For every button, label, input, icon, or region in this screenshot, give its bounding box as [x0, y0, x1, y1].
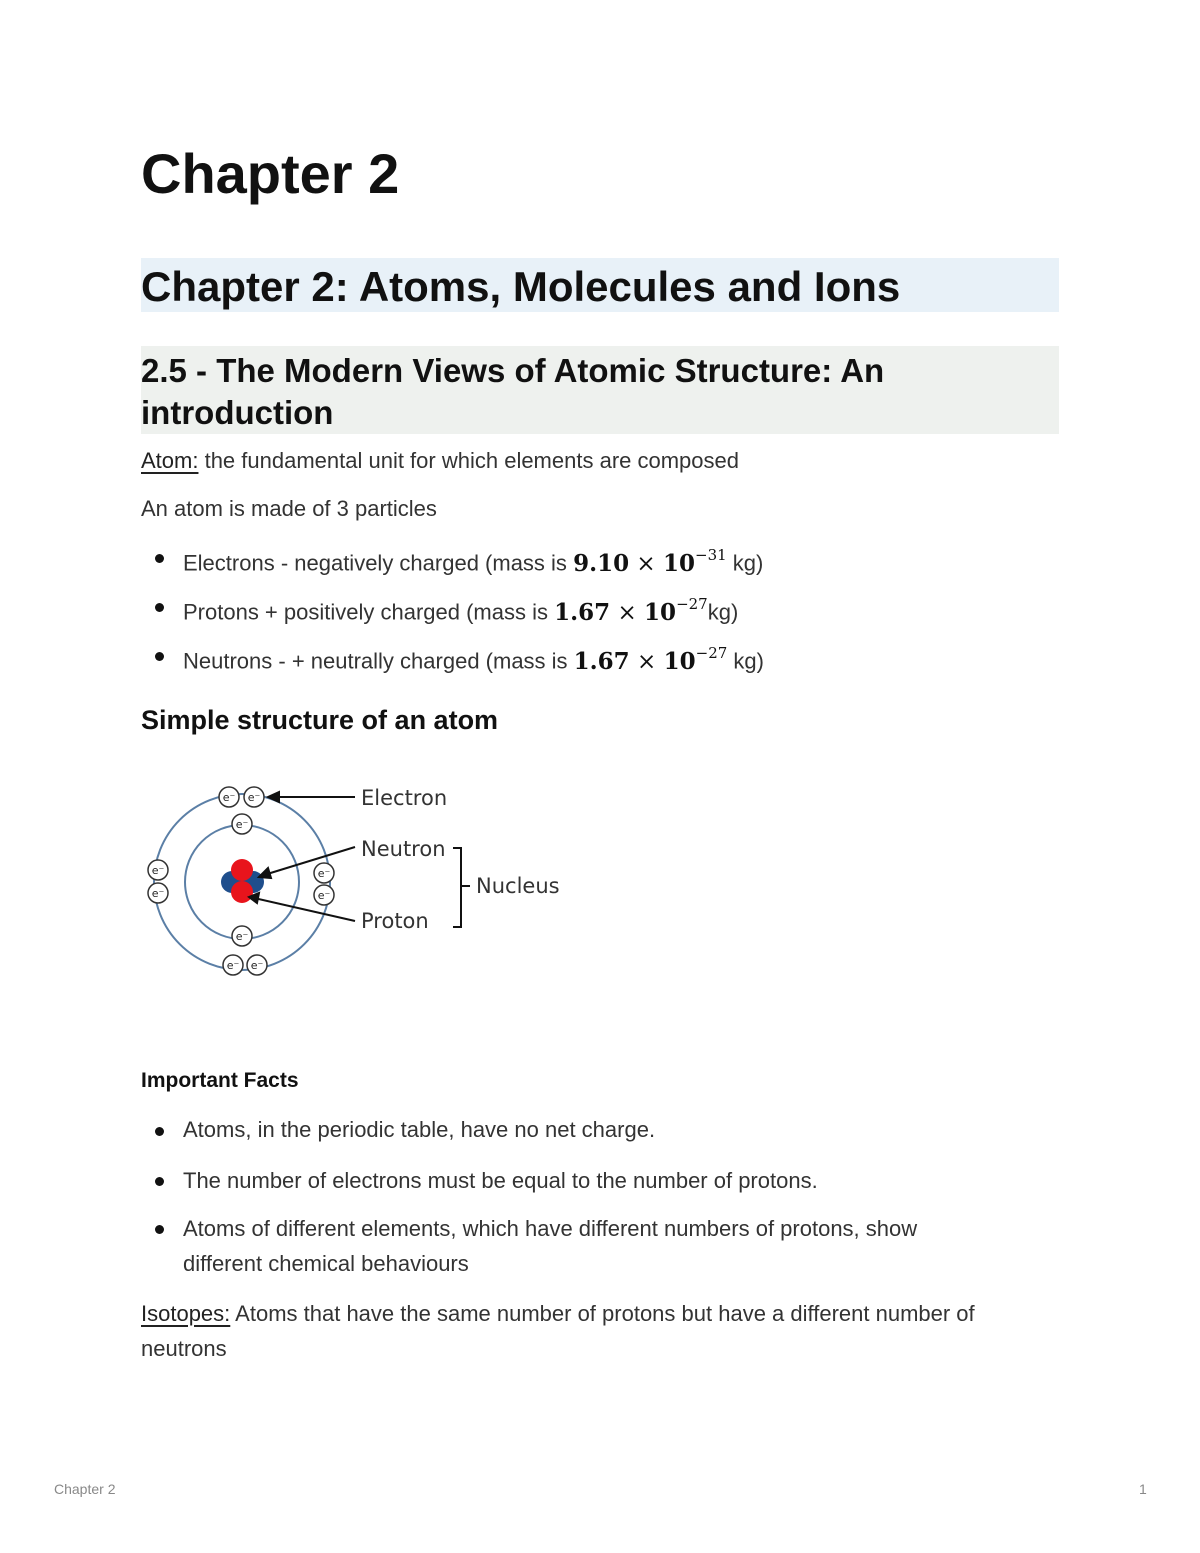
proton-label: Proton	[361, 909, 429, 933]
document-title: Chapter 2	[141, 142, 400, 205]
particle-item-electrons	[183, 539, 763, 582]
bullet-dot	[155, 1225, 164, 1234]
isotopes-definition	[141, 1296, 975, 1332]
mass-formula: $1.67 \times 10^{-27}$	[554, 595, 708, 626]
structure-heading: Simple structure of an atom	[141, 705, 499, 735]
electron-symbol: e⁻	[151, 864, 165, 877]
proton-arrow	[254, 898, 355, 921]
particle-text: Protons + positively charged (mass is	[183, 599, 555, 625]
electron-symbol: e⁻	[235, 930, 249, 943]
particles-intro: An atom is made of 3 particles	[141, 496, 437, 521]
mass-unit: kg)	[727, 648, 764, 674]
mass-unit: kg)	[726, 550, 764, 576]
page-number: 1	[1139, 1481, 1147, 1497]
mass-formula: $9.10 \times 10^{-31}$	[573, 546, 727, 577]
section-heading: 2.5 - The Modern Views of Atomic Structure: An introduction	[141, 352, 885, 431]
chapter-heading-block	[141, 258, 1059, 312]
electron-symbol: e⁻	[151, 887, 165, 900]
bullet-dot	[155, 603, 164, 612]
particle-item-protons	[183, 588, 738, 631]
electron-symbol: e⁻	[222, 791, 236, 804]
neutron-label: Neutron	[361, 837, 446, 861]
electron-symbol: e⁻	[317, 889, 331, 902]
electron-symbol: e⁻	[317, 867, 331, 880]
particle-text: Electrons - negatively charged (mass is	[183, 550, 574, 576]
proton	[231, 859, 253, 881]
fact-item: Atoms, in the periodic table, have no net charge.	[183, 1117, 656, 1142]
isotopes-term: Isotopes:	[141, 1301, 231, 1326]
atom-term: Atom:	[141, 448, 199, 473]
atom-definition	[141, 443, 739, 479]
bullet-dot	[155, 554, 164, 563]
mass-formula: $1.67 \times 10^{-27}$	[573, 644, 728, 675]
particle-item-neutrons	[183, 637, 764, 680]
atom-definition-text: the fundamental unit for which elements are composed	[198, 448, 739, 473]
bullet-dot	[155, 1177, 164, 1186]
bullet-dot	[155, 1127, 164, 1136]
section-heading-block	[141, 346, 1059, 434]
isotopes-definition-continued: neutrons	[141, 1336, 227, 1361]
proton	[231, 881, 253, 903]
electron-symbol: e⁻	[250, 959, 264, 972]
neutron-arrow	[264, 847, 355, 875]
electron-symbol: e⁻	[247, 791, 261, 804]
electron-label: Electron	[361, 786, 448, 810]
nucleus-bracket	[453, 848, 461, 927]
facts-heading: Important Facts	[141, 1069, 299, 1092]
footer-doc-title: Chapter 2	[54, 1481, 116, 1497]
isotopes-definition-text: Atoms that have the same number of protons but have a different number of	[230, 1301, 975, 1326]
mass-unit: kg)	[707, 599, 739, 625]
electron-symbol: e⁻	[226, 959, 240, 972]
nucleus-label: Nucleus	[476, 874, 560, 898]
fact-item-continued: different chemical behaviours	[183, 1251, 469, 1276]
atom-diagram	[140, 775, 570, 990]
bullet-dot	[155, 652, 164, 661]
chapter-heading: Chapter 2: Atoms, Molecules and Ions	[141, 263, 901, 310]
particle-text: Neutrons - + neutrally charged (mass is	[183, 648, 574, 674]
fact-item: Atoms of different elements, which have different numbers of protons, show	[183, 1216, 918, 1241]
electron-symbol: e⁻	[235, 818, 249, 831]
fact-item: The number of electrons must be equal to the number of protons.	[183, 1168, 818, 1193]
